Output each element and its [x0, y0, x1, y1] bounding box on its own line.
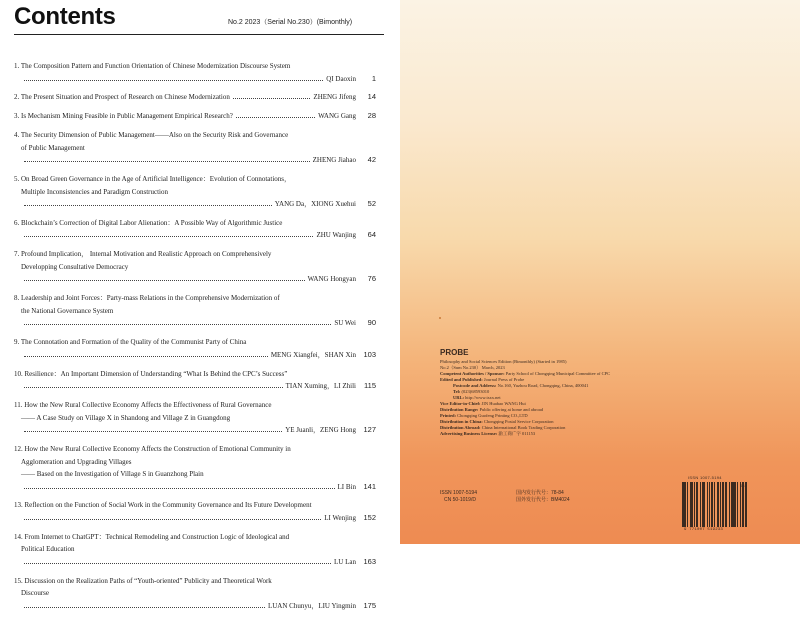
- dot-leader: [24, 600, 265, 608]
- barcode-issn: ISSN 1007-5194: [688, 475, 722, 480]
- toc-title: 5. On Broad Green Governance in the Age of Artificial Intelligence：Evolution of Connotations，: [14, 174, 292, 183]
- toc-entry: [14, 292, 376, 330]
- barcode-digits: 9 771007 519233: [684, 528, 724, 532]
- barcode-suffix: 03: [740, 483, 745, 488]
- toc-author: YANG Da，XIONG Xuehui: [274, 200, 356, 209]
- dot-leader: [24, 229, 313, 237]
- barcode-bar: [737, 482, 738, 527]
- toc-title: 11. How the New Rural Collective Economy Affects the Effectiveness of Rural Governance: [14, 400, 272, 409]
- toc-page: 175: [363, 601, 376, 610]
- barcode-bar: [709, 482, 710, 527]
- toc-line: [14, 380, 376, 393]
- toc-line: [14, 336, 376, 349]
- toc-line: [14, 317, 376, 330]
- toc-page: 42: [367, 155, 376, 165]
- barcode-bar: [729, 482, 730, 527]
- toc-line: [14, 412, 376, 425]
- barcode-bar: [723, 482, 724, 527]
- foreign-code: 国外发行代号：BM4024: [516, 497, 570, 503]
- printed-line: Printed: Chongqing Guofeng Printing CO.,LTD: [440, 413, 528, 418]
- toc-page: 90: [367, 318, 376, 328]
- vice-editor-line: Vice Editor-in-Chief: JIN Huabao WANG Hui: [440, 401, 526, 406]
- toc-line: [14, 60, 376, 73]
- toc-author: LUAN Chunyu，LIU Yingmin: [267, 602, 356, 610]
- toc-page: 141: [363, 481, 376, 491]
- toc-page: 28: [367, 111, 376, 121]
- toc-entry: [14, 531, 376, 569]
- toc-line: [14, 217, 376, 230]
- toc-title: 9. The Connotation and Formation of the Quality of the Communist Party of China: [14, 338, 247, 347]
- authorities-line: Competent Authorities / Sponsor: Party School of Chongqing Municipal Committee of CPC: [440, 371, 611, 376]
- domestic-code: 国内发行代号：78-84: [516, 490, 564, 496]
- toc-author: LI Wenjing: [324, 514, 356, 523]
- toc-title: 2. The Present Situation and Prospect of Research on Chinese Modernization: [14, 93, 230, 102]
- toc-title: 4. The Security Dimension of Public Management——Also on the Security Risk and Governance: [14, 130, 289, 139]
- barcode-bar: [735, 482, 736, 527]
- toc-line: [14, 587, 376, 600]
- toc-line: [14, 512, 376, 525]
- toc-title: the National Governance System: [21, 306, 114, 315]
- dist-china-line: Distribution in China: Chongqing Postal Service Corporation: [440, 419, 554, 424]
- toc-line: [14, 186, 376, 199]
- toc-entry: [14, 399, 376, 437]
- toc-title: 14. From Internet to ChatGPT：Technical Remodeling and Construction Logic of Ideological and: [14, 532, 290, 541]
- toc-title: Political Education: [21, 545, 75, 554]
- toc-title: 7. Profound Implication， Internal Motivation and Realistic Approach on Comprehensively: [14, 250, 272, 259]
- toc-line: [14, 292, 376, 305]
- toc-line: [14, 575, 376, 588]
- dist-abroad-line: Distribution Abroad: China International Book Trading Corporation: [440, 425, 566, 430]
- toc-title: 15. Discussion on the Realization Paths of “Youth-oriented” Publicity and Theoretical Work: [14, 576, 272, 585]
- toc-title: —— A Case Study on Village X in Shandong and Village Z in Guangdong: [21, 413, 231, 422]
- dot-leader: [24, 317, 331, 325]
- contents-heading: Contents: [14, 3, 116, 30]
- toc-line: [14, 91, 376, 104]
- barcode-bar: [718, 482, 719, 527]
- toc-author: WANG Hongyan: [307, 275, 356, 284]
- toc-entry: [14, 336, 376, 361]
- barcode: [682, 475, 748, 535]
- toc-line: [14, 261, 376, 274]
- toc-page: 103: [363, 349, 376, 359]
- toc-line: [14, 468, 376, 481]
- toc-entry: [14, 110, 376, 123]
- toc-title: —— Based on the Investigation of Village S in Guanzhong Plain: [21, 470, 204, 479]
- toc-page: 52: [367, 199, 376, 209]
- barcode-bar: [700, 482, 701, 527]
- toc-title: 6. Blockchain’s Correction of Digital Labor Alienation：A Possible Way of Algorithmic Justice: [14, 218, 283, 227]
- toc-title: Agglomeration and Upgrading Villages: [21, 457, 132, 466]
- url-line: URL: http://www.tsxx.net: [453, 395, 501, 400]
- toc-line: [14, 198, 376, 211]
- toc-entry: [14, 60, 376, 85]
- issue-info: No.2 2023（Serial No.230）(Bimonthly): [228, 19, 353, 26]
- barcode-bar: [707, 482, 708, 527]
- toc-entry: [14, 129, 376, 167]
- toc-line: [14, 73, 376, 86]
- toc-line: [14, 154, 376, 167]
- dot-leader: [24, 556, 331, 564]
- toc-title: 12. How the New Rural Collective Economy Affects the Construction of Emotional Community in: [14, 444, 291, 453]
- toc-page: 115: [364, 381, 376, 391]
- toc-author: ZHU Wanjing: [316, 231, 356, 240]
- toc-entry: [14, 443, 376, 493]
- issn-text: ISSN 1007-5194: [440, 490, 477, 496]
- barcode-bar: [720, 482, 721, 527]
- toc-title: 10. Resilience：An Important Dimension of Understanding “What Is Behind the CPC’s Success”: [14, 369, 288, 378]
- toc-line: [14, 556, 376, 569]
- dot-leader: [24, 198, 272, 206]
- toc-title: Discourse: [21, 589, 49, 598]
- toc-line: [14, 142, 376, 155]
- toc-line: [14, 543, 376, 556]
- toc-page: 64: [367, 230, 376, 240]
- toc-title: 1. The Composition Pattern and Function Orientation of Chinese Modernization Discourse System: [14, 62, 291, 70]
- dot-leader: [24, 424, 282, 432]
- toc-page: 14: [367, 92, 376, 102]
- toc-line: [14, 600, 376, 613]
- toc-line: [14, 305, 376, 318]
- toc-entry: [14, 575, 376, 613]
- barcode-bar: [726, 482, 727, 527]
- barcode-bars: [682, 482, 748, 527]
- cn-text: CN 50-1019/D: [444, 497, 476, 503]
- toc-title: of Public Management: [21, 143, 85, 152]
- toc-author: SU Wei: [334, 319, 356, 328]
- toc-author: TIAN Xuming，LI Zhili: [285, 382, 356, 391]
- barcode-bar: [694, 482, 695, 527]
- toc-line: [14, 456, 376, 469]
- edited-line: Edited and Published: Journal Press of Probe: [440, 377, 525, 382]
- toc-line: [14, 499, 376, 512]
- dot-leader: [24, 380, 283, 388]
- toc-page: 163: [363, 557, 376, 567]
- barcode-bar: [704, 482, 705, 527]
- issn-block: [440, 490, 477, 504]
- toc-title: Developping Consultative Democracy: [21, 262, 129, 271]
- toc-entry: [14, 173, 376, 211]
- subtitle: Philosophy and Social Sciences Edition (Bimonthly) (Started in 1985): [440, 359, 567, 364]
- ad-license-line: Advertising Business License: 渝工商广字 011153: [440, 431, 536, 436]
- toc-author: QI Daoxin: [326, 74, 356, 83]
- barcode-bar: [697, 482, 698, 527]
- contents-page: [0, 0, 400, 610]
- barcode-bar: [692, 482, 693, 527]
- dot-leader: [24, 73, 323, 81]
- toc-line: [14, 129, 376, 142]
- dot-leader: [24, 273, 305, 281]
- publication-info: [440, 359, 610, 437]
- toc-line: [14, 399, 376, 412]
- toc-line: [14, 248, 376, 261]
- barcode-bar: [714, 482, 715, 527]
- decorative-dot: [439, 317, 441, 319]
- dot-leader: [24, 481, 335, 489]
- toc-entry: [14, 91, 376, 104]
- barcode-bar: [685, 482, 686, 527]
- toc-page: 76: [367, 274, 376, 284]
- toc-line: [14, 481, 376, 494]
- tel-line: Tel: (023)68593010: [453, 389, 490, 394]
- toc-line: [14, 424, 376, 437]
- toc-author: LU Lan: [334, 558, 356, 567]
- toc-entry: [14, 368, 376, 393]
- range-line: Distribution Range: Public offering at home and abroad: [440, 407, 544, 412]
- toc-line: [14, 349, 376, 362]
- issue-line: No.2（Sum No.230） March, 2023: [440, 365, 505, 370]
- toc-title: 8. Leadership and Joint Forces：Party-mass Relations in the Comprehensive Modernization of: [14, 294, 280, 303]
- toc-list: [14, 60, 376, 619]
- toc-page: 152: [363, 513, 376, 523]
- toc-title: 13. Reflection on the Function of Social Work in the Community Governance and Its Future Development: [14, 501, 312, 510]
- toc-page: 127: [363, 425, 376, 435]
- toc-line: [14, 273, 376, 286]
- toc-line: [14, 368, 376, 381]
- toc-entry: [14, 217, 376, 242]
- toc-author: LI Bin: [337, 482, 356, 491]
- journal-title: PROBE: [440, 348, 469, 357]
- dot-leader: [24, 512, 321, 520]
- toc-line: [14, 173, 376, 186]
- barcode-bar: [745, 482, 747, 527]
- toc-title: 3. Is Mechanism Mining Feasible in Public Management Empirical Research?: [14, 112, 233, 121]
- toc-author: YE Juanli，ZENG Hong: [285, 426, 356, 435]
- header-rule: [14, 34, 384, 35]
- distribution-codes: [516, 490, 570, 504]
- barcode-bar: [687, 482, 688, 527]
- toc-line: [14, 531, 376, 544]
- toc-line: [14, 229, 376, 242]
- toc-entry: [14, 248, 376, 286]
- dot-leader: [24, 154, 310, 162]
- toc-author: MENG Xiangfei，SHAN Xin: [270, 350, 356, 359]
- toc-author: ZHENG Jifeng: [313, 93, 356, 102]
- barcode-bar: [712, 482, 713, 527]
- dot-leader: [24, 349, 268, 357]
- back-cover: [400, 0, 800, 544]
- toc-author: ZHENG Jiahao: [312, 156, 356, 165]
- toc-line: [14, 110, 376, 123]
- toc-title: Multiple Inconsistencies and Paradigm Construction: [21, 187, 168, 196]
- toc-line: [14, 443, 376, 456]
- postcode-line: Postcode and Address: No.160, Yuzhou Road, Chongqing, China, 400041: [453, 383, 589, 388]
- toc-author: WANG Gang: [318, 112, 356, 121]
- toc-page: 1: [371, 73, 376, 83]
- toc-entry: [14, 499, 376, 524]
- dot-leader: [236, 110, 315, 118]
- dot-leader: [233, 91, 311, 99]
